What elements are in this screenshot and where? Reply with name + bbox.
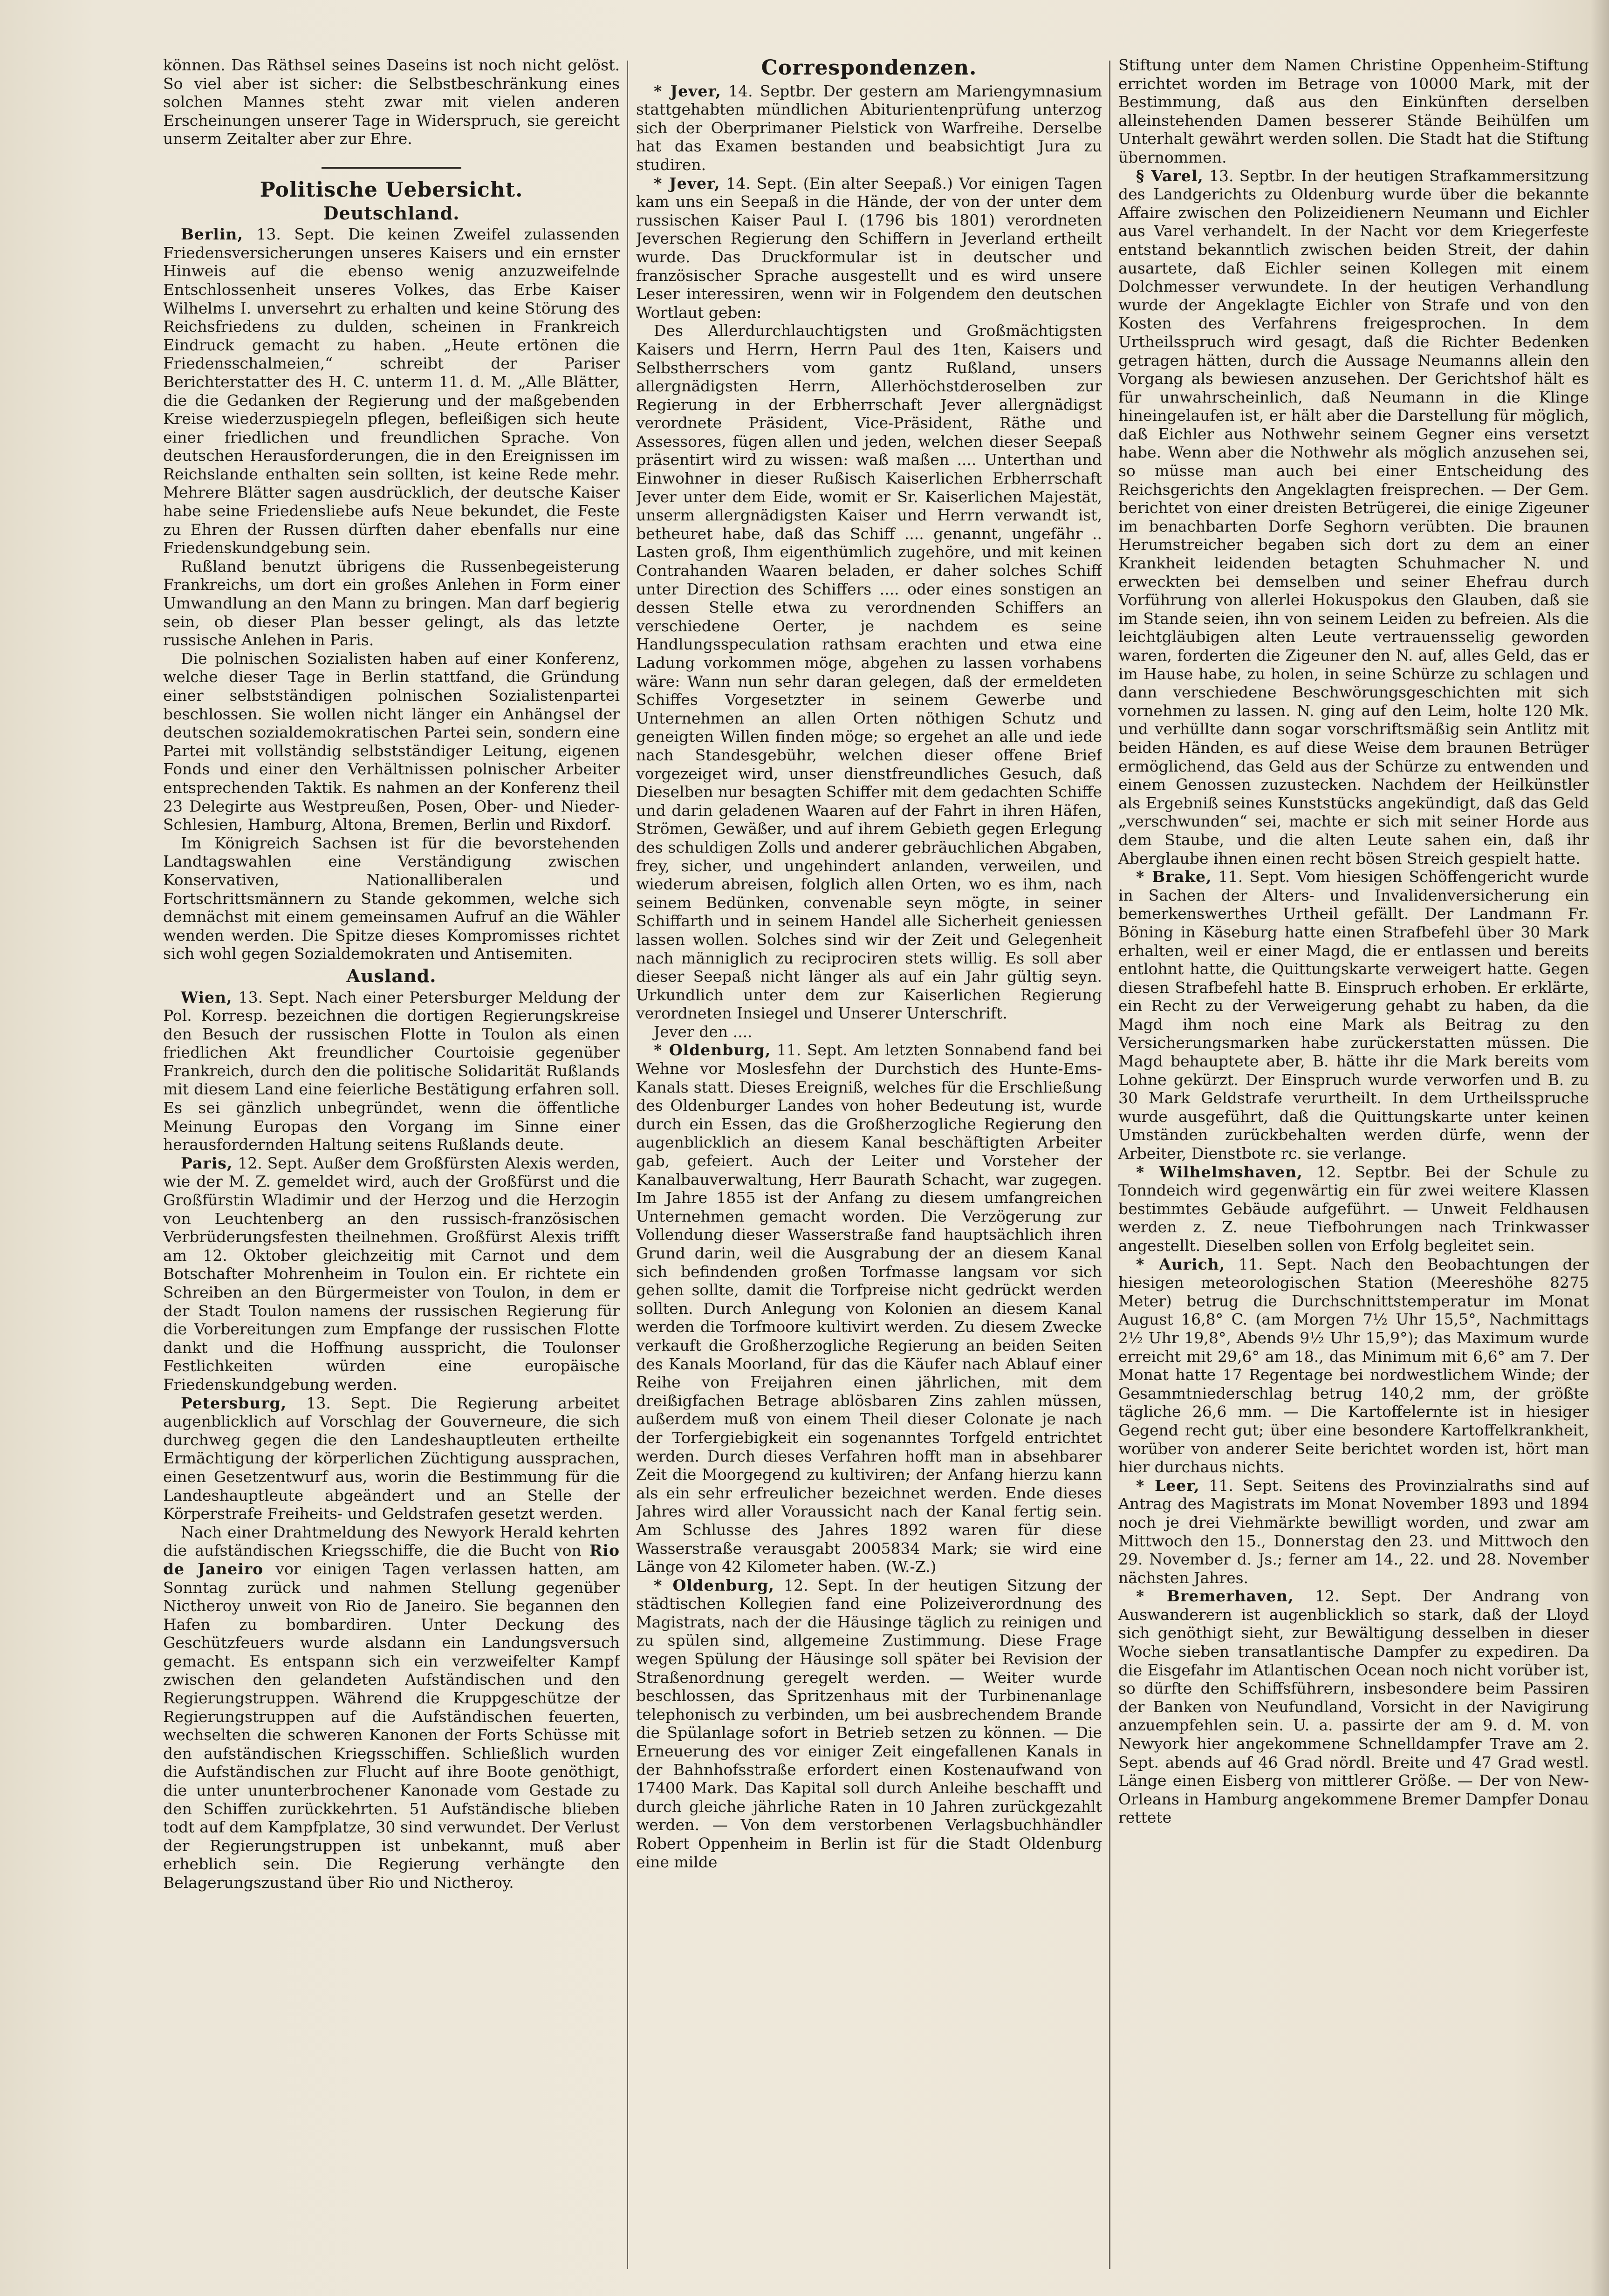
- column-divider: [1109, 61, 1110, 2269]
- dateline-oldenburg: * Oldenburg,: [654, 1041, 771, 1059]
- place-rio: Rio de Janeiro: [163, 1541, 620, 1578]
- article-oldenburg-council: [636, 1576, 1102, 1872]
- column-divider: [627, 61, 628, 2269]
- article-text: 13. Sept. Die keinen Zweifel zulassenden Friedensversicherungen unseres Kaisers und ein ernster Hinweis auf die ebenso wenig anzuzweifelnde Entschlossenheit unseres Volkes, das Erbe Kaiser Wilhelms I. unversehrt zu erhalten und keine Störung des Reichsfriedens zu dulden, scheinen in Frankreich Eindruck gemacht zu haben. „Heute ertönen die Friedensschalmeien,“ schreibt der Pariser Berichterstatter des H. C. unterm 11. d. M. „Alle Blätter, die die Gedanken der Regierung und der maßgebenden Kreise wiederzuspiegeln pflegen, befleißigen sich heute einer friedlichen und freundlichen Sprache. Von deutschen Herausforderungen, die in den Ereignissen im Reichslande enthalten sein sollten, ist keine Rede mehr. Mehrere Blätter sagen ausdrücklich, der deutsche Kaiser habe seine Friedensliebe aufs Neue bekundet, die Feste zu Ehren der Russen dürften daher ebenfalls nur eine Friedenskundgebung sein.: [163, 225, 620, 557]
- dateline-brake: * Brake,: [1136, 868, 1212, 886]
- dateline-bremerhaven: * Bremerhaven,: [1136, 1587, 1294, 1606]
- article-wilhelmshaven: [1118, 1163, 1589, 1255]
- article-text: 12. Septbr. Bei der Schule zu Tonndeich wird gegenwärtig ein für zwei weitere Klassen bestimmtes Gebäude aufgeführt. — Unweit Feldhausen werden z. Z. neue Tiefbohrungen nach Trinkwasser angestellt. Dieselben sollen von Erfolg begleitet sein.: [1118, 1162, 1589, 1255]
- subheading-germany: Deutschland.: [323, 202, 460, 224]
- article-text: 11. Sept. Seitens des Provinzialraths sind auf Antrag des Magistrats im Monat November 1893 und 1894 noch je drei Viehmärkte bewilligt worden, und zwar am Mittwoch den 15., Donnerstag den 23. und Mittwoch den 29. November d. Js.; ferner am 14., 22. und 28. November nächsten Jahres.: [1118, 1476, 1589, 1587]
- article-aurich: [1118, 1255, 1589, 1476]
- article-text: 11. Sept. Nach den Beobachtungen der hiesigen meteorologischen Station (Meereshöhe 8275 Meter) betrug die Durchschnittstemperatur im Monat August 16,8° C. (am Morgen 7½ Uhr 15,5°, Nachmittags 2½ Uhr 19,8°, Abends 9½ Uhr 15,9°); das Maximum wurde erreicht mit 29,6° am 18., das Minimum mit 6,6° am 7. Der Monat hatte 17 Regentage bei nordwestlichem Winde; der Gesammtniederschlag betrug 140,2 mm, der größte tägliche 26,6 mm. — Die Kartoffelernte ist in hiesiger Gegend recht gut; über eine besondere Kartoffelkrankheit, worüber von anderer Seite berichtet worden ist, hört man hier durchaus nichts.: [1118, 1255, 1589, 1476]
- article-berlin: [163, 225, 620, 557]
- article-bremerhaven: [1118, 1587, 1589, 1827]
- article-text: vor einigen Tagen verlassen hatten, am Sonntag zurück und nahmen Stellung gegenüber Nictheroy unweit von Rio de Janeiro. Sie begannen den Hafen zu bombardiren. Unter Deckung des Geschützfeuers wurde alsdann ein Landungsversuch gemacht. Es entspann sich ein verzweifelter Kampf zwischen den gelandeten Aufständischen und den Regierungstruppen. Während die Kruppgeschütze der Regierungstruppen auf die Aufständischen feuerten, wechselten die schweren Kanonen der Forts Schüsse mit den aufständischen Kriegsschiffen. Schließlich wurden die Aufständischen zur Flucht auf ihre Boote genöthigt, die unter ununterbrochener Kanonade vom Gestade zu den Schiffen zurückkehrten. 51 Aufständische blieben todt auf dem Kampfplatze, 30 sind verwundet. Der Verlust der Regierungstruppen ist unbekannt, muß aber erheblich sein. Die Regierung verhängte den Belagerungszustand über Rio und Nictheroy.: [163, 1559, 620, 1892]
- article-petersburg: [163, 1394, 620, 1523]
- article-rio: [163, 1523, 620, 1892]
- article-text: 12. Sept. In der heutigen Sitzung der städtischen Kollegien fand eine Polizeiverordnung des Magistrats, nach der die Häusinge täglich zu reinigen und zu spülen sind, allgemeine Zustimmung. Diese Frage wegen Spülung der Häusinge soll später bei Revision der Straßenordnung geregelt werden. — Weiter wurde beschlossen, das Spritzenhaus mit der Turbinenanlage telephonisch zu verbinden, um bei ausbrechendem Brande die Spülanlage sofort in Betrieb setzen zu können. — Die Erneuerung des vor einiger Zeit eingefallenen Kanals in der Bahnhofsstraße erfordert einen Kostenaufwand von 17400 Mark. Das Kapital soll durch Anleihe beschafft und durch gleiche jährliche Raten in 10 Jahren zurückgezahlt werden. — Von dem verstorbenen Verlagsbuchhändler Robert Oppenheim in Berlin ist für die Stadt Oldenburg eine milde: [636, 1576, 1102, 1871]
- dateline-paris: Paris,: [181, 1154, 233, 1172]
- article-polish-socialists: Die polnischen Sozialisten haben auf einer Konferenz, welche dieser Tage in Berlin stattfand, die Gründung einer selbstständigen polnischen Sozialistenpartei beschlossen. Sie wollen nicht länger ein Anhängsel der deutschen sozialdemokratischen Partei sein, sondern eine Partei mit vollständig selbstständiger Leitung, eigenen Fonds und einer den Verhältnissen polnischer Arbeiter entsprechenden Taktik. Es nahmen an der Konferenz theil 23 Delegirte aus Westpreußen, Posen, Ober- und Nieder-Schlesien, Hamburg, Altona, Bremen, Berlin und Rixdorf.: [163, 649, 620, 834]
- article-paris: [163, 1154, 620, 1394]
- article-russia: Rußland benutzt übrigens die Russenbegeisterung Frankreichs, um dort ein großes Anlehen in Form einer Umwandlung an den Mann zu bringen. Man darf begierig sein, ob dieser Plan besser gelingt, als das letzte russische Anlehen in Paris.: [163, 557, 620, 649]
- dateline-jever: * Jever,: [654, 174, 720, 192]
- article-text: 14. Septbr. Der gestern am Mariengymnasium stattgehabten mündlichen Abiturientenprüfung unterzog sich der Oberprimaner Pielstick von Warfreihe. Derselbe hat das Examen bestanden und beabsichtigt Jura zu studiren.: [636, 82, 1102, 174]
- article-varel: [1118, 167, 1589, 868]
- dateline-aurich: * Aurich,: [1136, 1255, 1226, 1273]
- column-left: [163, 56, 620, 2278]
- seepass-closing: Jever den ....: [654, 1022, 753, 1041]
- article-vienna: [163, 988, 620, 1154]
- dateline-oldenburg: * Oldenburg,: [654, 1576, 774, 1594]
- article-text: 12. Sept. Der Andrang von Auswanderern ist augenblicklich so stark, daß der Lloyd sich genöthigt sieht, zur Bewältigung desselben in dieser Woche sieben transatlantische Dampfer zu expediren. Da die Eisgefahr im Atlantischen Ocean noch nicht vorüber ist, so dürfte den Schiffsführern, insbesondere beim Passiren der Banken von Neufundland, Vorsicht in der Navigirung anzuempfehlen sein. U. a. passirte der am 9. d. M. von Newyork hier angekommene Schnelldampfer Trave am 2. Sept. abends auf 46 Grad nördl. Breite und 47 Grad westl. Länge einen Eisberg von mittlerer Größe. — Der von New-Orleans in Hamburg angekommene Bremer Dampfer Donau rettete: [1118, 1587, 1589, 1827]
- column-middle: [636, 56, 1102, 2278]
- article-text: 14. Sept. (Ein alter Seepaß.) Vor einigen Tagen kam uns ein Seepaß in die Hände, der von der unter dem russischen Kaiser Paul I. (1796 bis 1801) verordneten Jeverschen Regierung den Schiffern in Jeverland ertheilt wurde. Das Druckformular ist in deutscher und französischer Sprache ausgestellt und es wird unsere Leser interessiren, wenn wir in Folgendem den deutschen Wortlaut geben:: [636, 174, 1102, 321]
- article-text: Nach einer Drahtmeldung des Newyork Herald kehrten die aufständischen Kriegsschiffe, die die Bucht von: [163, 1523, 620, 1560]
- article-saxony: Im Königreich Sachsen ist für die bevorstehenden Landtagswahlen eine Verständigung zwischen Konservativen, Nationalliberalen und Fortschrittsmännern zu Stande gekommen, welche sich demnächst mit einem gemeinsamen Aufruf an die Wähler wenden werden. Die Spitze dieses Kompromisses richtet sich wohl gegen Sozialdemokraten und Antisemiten.: [163, 834, 620, 963]
- section-heading-politics: Politische Uebersicht.: [260, 178, 523, 202]
- subheading-abroad: Ausland.: [346, 965, 437, 986]
- dateline-leer: * Leer,: [1136, 1476, 1200, 1495]
- dateline-varel: § Varel,: [1136, 166, 1204, 185]
- article-oldenburg-canal: [636, 1041, 1102, 1576]
- dateline-berlin: Berlin,: [181, 225, 243, 244]
- article-jever-exam: [636, 82, 1102, 174]
- article-brake: [1118, 868, 1589, 1163]
- article-text: 13. Septbr. In der heutigen Strafkammersitzung des Landgerichts zu Oldenburg wurde über die bekannte Affaire zwischen den Polizeidienern Neumann und Eichler aus Varel verhandelt. In der Nacht vor dem Kriegerfeste entstand bekanntlich zwischen beiden Streit, der dahin ausartete, daß Eichler seinen Kollegen mit einem Dolchmesser verwundete. In der heutigen Verhandlung wurde der Angeklagte Eichler von Strafe und von den Kosten des Verfahrens freigesprochen. In dem Urtheilsspruch wird gesagt, daß die Richter Bedenken getragen hätten, durch die Aussage Neumanns allein den Vorgang als bewiesen anzusehen. Der Gerichtshof hält es für unwahrscheinlich, daß Neumann in die Klinge hineingelaufen ist, er hält aber die Darstellung für möglich, daß Eichler aus Nothwehr seinem Gegner eins versetzt habe. Wenn aber die Nothwehr als möglich anzusehen sei, so müsse man auch bei einer Entscheidung des Reichsgerichts den Angeklagten freisprechen. — Der Gem. berichtet von einer dreisten Betrügerei, die einige Zigeuner im benachbarten Dorfe Seghorn verübten. Die braunen Herumstreicher begaben sich dort zu dem an einer Krankheit leidenden betagten Schuhmacher N. und erweckten bei demselben und seiner Ehefrau durch Vorführung von allerlei Hokuspokus den Glauben, daß sie im Stande seien, ihn von seinem Leiden zu befreien. Als die leichtgläubigen alten Leute vertrauensselig geworden waren, forderten die Zigeuner den N. auf, alles Geld, das er im Hause habe, zu holen, in seine Schürze zu schlagen und dann verschiedene Beschwörungsgeschichten mit sich vornehmen zu lassen. N. ging auf den Leim, holte 120 Mk. und verhüllte dann sogar vorschriftsmäßig sein Antlitz mit beiden Händen, es auf diese Weise dem braunen Betrüger ermöglichend, das Geld aus der Schürze zu entwenden und einem Genossen zuzustecken. Nachdem der Heilkünstler als Ergebniß seines Kunststücks angekündigt, daß das Geld „verschwunden“ sei, machte er sich mit seiner Horde aus dem Staube, und die alten Leute sahen ein, daß ihr Aberglaube ihnen einen recht bösen Streich gespielt hatte.: [1118, 166, 1589, 868]
- article-jever-seepass: [636, 174, 1102, 322]
- dateline-petersburg: Petersburg,: [181, 1394, 287, 1412]
- section-rule: [322, 167, 461, 169]
- continued-paragraph: können. Das Räthsel seines Daseins ist noch nicht gelöst. So viel aber ist sicher: die Selbstbeschränkung eines solchen Mannes steht zwar mit vielen anderen Erscheinungen unserer Tage in Widerspruch, sie gereicht unserm Zeitalter aber zur Ehre.: [163, 56, 620, 148]
- column-right: [1118, 56, 1589, 2278]
- article-text: 11. Sept. Am letzten Sonnabend fand bei Wehne vor Moslesfehn der Durchstich des Hunte-Ems-Kanals statt. Dieses Ereigniß, welches für die Erschließung des Oldenburger Landes von hoher Bedeutung ist, wurde durch ein Essen, das die Großherzogliche Regierung den augenblicklich an diesem Kanal beschäftigten Arbeiter gab, gefeiert. Auch der Leiter und Vorsteher der Kanalbauverwaltung, Herr Baurath Schacht, war zugegen. Im Jahre 1855 ist der Anfang zu diesem umfangreichen Unternehmen gemacht worden. Die Verzögerung zur Vollendung dieser Wasserstraße fand hauptsächlich ihren Grund darin, weil die Ausgrabung der an diesem Kanal sich befindenden großen Torfmasse langsam vor sich gehen sollte, damit die Torfpreise nicht gedrückt werden sollten. Durch Anlegung von Kolonien an diesem Kanal werden die Torfmoore kultivirt werden. Zu diesem Zwecke verkauft die Großherzogliche Regierung an beiden Seiten des Kanals Moorland, für das die Käufer nach Ablauf einer Reihe von Freijahren einen jährlichen, mit dem dreißigfachen Betrage ablösbaren Zins zahlen müssen, außerdem muß von einem Theil dieser Colonate je nach der Torfergiebigkeit ein sogenanntes Torfgeld entrichtet werden. Durch dieses Verfahren hofft man in absehbarer Zeit die Moorgegend zu kultiviren; der Anfang hierzu kann als ein sehr erfreulicher bezeichnet werden. Ende dieses Jahres wird aller Voraussicht nach der Kanal fertig sein. Am Schlusse des Jahres 1892 waren für diese Wasserstraße verausgabt 2005834 Mark; sie wird eine Länge von 42 Kilometer haben. (W.-Z.): [636, 1041, 1102, 1576]
- dateline-jever: * Jever,: [654, 82, 721, 100]
- article-leer: [1118, 1476, 1589, 1587]
- continued-paragraph: Stiftung unter dem Namen Christine Oppenheim-Stiftung errichtet worden im Betrage von 10000 Mark, mit der Bestimmung, daß aus den Einkünften derselben alleinstehenden Damen besserer Stände Beihülfen um Unterhalt gewährt werden sollen. Die Stadt hat die Stiftung übernommen.: [1118, 56, 1589, 166]
- section-heading-correspondence: Correspondenzen.: [761, 56, 977, 80]
- article-text: 13. Sept. Nach einer Petersburger Meldung der Pol. Korresp. bezeichnen die dortigen Regierungskreise den Besuch der russischen Flotte in Toulon als einen friedlichen Akt freundlicher Courtoisie gegenüber Frankreich, durch den die politische Solidarität Rußlands mit diesem Land eine feierliche Bestätigung erfahren soll. Es sei gänzlich unbegründet, wenn die öffentliche Meinung Europas den Vorgang im Sinne einer herausfordernden Haltung seitens Rußlands deute.: [163, 988, 620, 1154]
- seepass-quote: Des Allerdurchlauchtigsten und Großmächtigsten Kaisers und Herrn, Herrn Paul des 1ten, Kaisers und Selbstherrschers vom gantz Rußland, unsers allergnädigsten Herrn, Allerhöchstderoselben zur Regierung in der Erbherrschaft Jever allergnädigst verordnete Präsident, Vice-Präsident, Räthe und Assessores, fügen allen und jeden, welchen dieser Seepaß präsentirt wird zu wissen: waß maßen .... Unterthan und Einwohner in dieser Rußisch Kaiserlichen Erbherrschaft Jever unter dem Eide, womit er Sr. Kaiserlichen Majestät, unserm allergnädigsten Kaiser und Herrn verwandt ist, betheuret habe, daß das Schiff .... genannt, ungefähr .. Lasten groß, Ihm eigenthümlich zugehöre, und mit keinen Contrahanden Waaren beladen, er daher solches Schiff unter Direction des Schiffers .... oder eines sonstigen an dessen Stelle etwa zu verordnenden Schiffers an verschiedene Oerter, je nachdem es seine Handlungsspeculation rathsam erachten und etwa eine Ladung vorkommen möge, abgehen zu lassen vorhabens wäre: Wann nun sehr daran gelegen, daß der ermeldeten Schiffes Vorgesetzter in seinem Gewerbe und Unternehmen an allen Orten nöthigen Schutz und geneigten Willen finden möge; so ergehet an alle und iede nach Standesgebühr, welchen dieser offene Brief vorgezeiget wird, unser dienstfreundliches Gesuch, daß Dieselben nur besagten Schiffer mit dem gedachten Schiffe und darin geladenen Waaren auf der Fahrt in ihren Häfen, Strömen, Gewäßer, und auf ihrem Gebieth gegen Erlegung des schuldigen Zolls und anderer gebräuchlichen Abgaben, frey, sicher, und ungehindert anlanden, verweilen, und wiederum abreisen, folglich allen Orten, wo es ihm, nach seinem Bedünken, convenable seyn mögte, in seiner Schiffarth und in seinem Handel alle Sicherheit geniessen lassen wollen. Solches sind wir der Zeit und Gelegenheit nach männiglich zu reciprociren stets willig. Es soll aber dieser Seepaß nicht länger als auf ein Jahr gültig seyn. Urkundlich unter dem zur Kaiserlichen Regierung verordneten Insiegel und Unserer Unterschrift.: [636, 321, 1102, 1023]
- dateline-wilhelmshaven: * Wilhelmshaven,: [1136, 1162, 1303, 1181]
- page-edge-shadow: [1590, 0, 1609, 2296]
- article-text: 12. Sept. Außer dem Großfürsten Alexis werden, wie der M. Z. gemeldet wird, auch der Großfürst und die Großfürstin Wladimir und der Herzog und die Herzogin von Leuchtenberg an den russisch-französischen Verbrüderungsfesten theilnehmen. Großfürst Alexis trifft am 12. Oktober gleichzeitig mit Carnot und dem Botschafter Mohrenheim in Toulon ein. Er richtete ein Schreiben an den Bürgermeister von Toulon, in dem er der Stadt Toulon namens der russischen Regierung für die Vorbereitungen zum Empfange der russischen Flotte dankt und die Hoffnung ausspricht, die Toulonser Festlichkeiten würden eine europäische Friedenskundgebung werden.: [163, 1154, 620, 1394]
- article-text: 13. Sept. Die Regierung arbeitet augenblicklich auf Vorschlag der Gouverneure, die sich durchweg gegen die den Landeshauptleuten ertheilte Ermächtigung der körperlichen Züchtigung aussprachen, einen Gesetzentwurf aus, worin die Bestimmung für die Landeshauptleute abgeändert und an Stelle der Körperstrafe Freiheits- und Geldstrafen gesetzt werden.: [163, 1394, 620, 1523]
- article-text: 11. Sept. Vom hiesigen Schöffengericht wurde in Sachen der Alters- und Invalidenversicherung ein bemerkenswerthes Urtheil gefällt. Der Landmann Fr. Böning in Käseburg hatte einen Strafbefehl über 30 Mark erhalten, weil er einer Magd, die er entlassen und bereits entlohnt hatte, die Quittungskarte verweigert hatte. Gegen diesen Strafbefehl hatte B. Einspruch erhoben. Er erklärte, ein Recht zu der Verweigerung gehabt zu haben, da die Magd ihm noch eine Mark als Beitrag zu den Versicherungsmarken habe zurückerstatten müssen. Die Magd behauptete aber, B. hätte ihr die Mark bereits vom Lohne gekürzt. Der Einspruch wurde verworfen und B. zu 30 Mark Geldstrafe verurtheilt. In dem Urtheilsspruche wurde ausgeführt, daß die Quittungskarte unter keinen Umständen zurückbehalten werden dürfe, wenn der Arbeiter, Dienstbote rc. sie verlange.: [1118, 868, 1589, 1163]
- dateline-vienna: Wien,: [181, 988, 233, 1006]
